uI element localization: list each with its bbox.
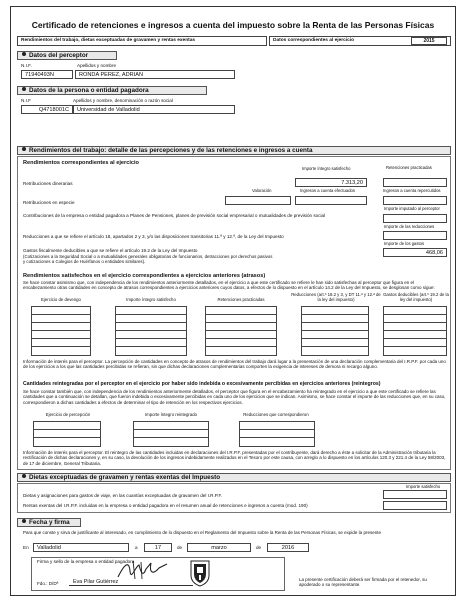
reintegros-table-col3 — [239, 421, 315, 447]
gastos-note: (Cotizaciones a la Seguridad Social o a mutualidades generales obligatorias de funcionarios, detracciones por derechos pasivos y cotizaciones a Colegios de Huérfanos o entidades similares). — [23, 254, 273, 265]
bullet-icon — [22, 519, 26, 523]
para-reintegros: Se hace constar también que, con independencia de los rendimientos anteriormente detallados, el perceptor que figura en el encabezamiento ha reintegrado en el ejercicio a que este certificado se refiere las cantidades que a continuación se detallan, que fueron indebida o excesivamente percibidas en cada uno de los ejercicios que se indican. Asimismo, se hace constar el importe de las reducciones que, en su caso, correspondieron a dichas cantidades a efectos de determinar el tipo de retención en los respectivos ejercicios. — [23, 389, 446, 405]
row-contribuciones: Contribuciones de la empresa o entidad pagadora a Planes de Pensiones, planes de previsión social empresarial o mutualidades de previsión social — [23, 213, 326, 218]
section-dietas: Dietas exceptuadas de gravamen y rentas exentas del Impuesto — [17, 473, 451, 482]
rei-col-reducciones: Reducciones que correspondieron — [243, 412, 309, 417]
importe-dinerarias-field: 7.313,20 — [295, 178, 367, 187]
sub-reintegros: Cantidades reintegradas por el perceptor en el ejercicio por haber sido indebida o excesivamente percibidas en ejercicios anteriores (reintegros) — [23, 381, 381, 387]
atrasos-table-col4 — [301, 306, 369, 356]
atrasos-table-col5 — [383, 306, 447, 356]
de2-label: de — [256, 545, 262, 550]
section-pagador: Datos de la persona o entidad pagadora — [17, 86, 207, 95]
atrasos-table-col2 — [115, 306, 187, 356]
year-field: 2015 — [411, 37, 447, 45]
imputado-field — [383, 214, 447, 223]
ingresos-efectuados-field — [295, 196, 367, 205]
atr-col-importe: Importe íntegro satisfecho — [126, 297, 176, 302]
pagador-nif-field: Q4718001C — [21, 105, 73, 114]
atr-col-reducciones: Reducciones (art.º 18.2 y 3, y DT 11.ª y 12.ª de la ley del impuesto) — [291, 292, 381, 302]
perceptor-name-field: RONDA PEREZ, ADRIAN — [75, 70, 235, 79]
dietas-field2 — [383, 501, 447, 510]
col-ingresos-efectuados: Ingresos a cuenta efectuados — [300, 188, 355, 193]
atrasos-table-col3 — [205, 306, 277, 356]
dietas-field1 — [383, 490, 447, 499]
bullet-icon — [22, 474, 26, 478]
col-reducciones: Importe de las reducciones — [384, 224, 435, 229]
info-atrasos: Información de interés para el perceptor. La percepción de cantidades en concepto de atrasos de rendimientos del trabajo dará lugar a la presentación de una declaración complementaria del I.R.P.F. por cada uno de los ejercicios a los que las cantidades percibidas se refieran, sin que dichas declaraciones complementarias comporten la exigencia de intereses de demora ni recargo alguno. — [23, 359, 446, 370]
city-field: Valladolid — [33, 543, 129, 552]
year-date-field: 2016 — [267, 543, 309, 552]
row-reducciones: Reducciones a que se refiere el artículo 18, apartados 2 y 3, y/o las disposiciones transitorias 11.ª y 12.ª, de la Ley del Impuesto — [23, 234, 284, 239]
perceptor-name-label: Apellidos y nombre — [77, 63, 117, 68]
section-fecha: Fecha y firma — [17, 518, 81, 527]
header-concept-box: Rendimientos del trabajo, dietas exceptuadas de gravamen y rentas exentas — [17, 36, 267, 46]
ingresos-repercutidos-field — [383, 196, 447, 205]
section-rendimientos: Rendimientos del trabajo: detalle de las percepciones y de las retenciones e ingresos a cuenta — [17, 146, 451, 155]
gastos-field: 468,06 — [383, 248, 447, 257]
fdo-label: Fdo.: D/Dª — [37, 581, 59, 586]
firma-nota: La presente certificación deberá ser firmada por el retenedor, su apoderado o su representante. — [299, 577, 427, 588]
sub-atrasos: Rendimientos satisfechos en el ejercicio correspondientes a ejercicios anteriores (atrasos) — [23, 273, 266, 279]
rei-col-importe: Importe íntegro reintegrado — [144, 412, 198, 417]
perceptor-nif-label: N.I.F. — [21, 63, 32, 68]
info-reintegros: Información de interés para el perceptor. El reintegro de las cantidades incluidas en declaraciones del I.R.P.F. presentadas por el contribuyente, dará derecho a éste a solicitar de la Administración tributaria la rectificación de dichas declaraciones y, en su caso, la devolución de los ingresos indebidamente realizados en el Tesoro por este causa, con arreglo a lo dispuesto en los artículos 120.3 y 221.4 de la Ley 58/2003, de 17 de diciembre, General Tributaria. — [23, 450, 446, 466]
reintegros-table-col1 — [33, 421, 101, 447]
year-label: Datos correspondientes al ejercicio — [273, 38, 355, 43]
perceptor-nif-field: 71940493N — [21, 70, 73, 79]
sub-ejercicio: Rendimientos correspondientes al ejercicio — [23, 160, 139, 166]
de1-label: de — [177, 545, 183, 550]
dietas-row1: Dietas y asignaciones para gastos de viaje, en las cuantías exceptuadas de gravamen del I.R.P.F. — [23, 493, 223, 498]
rei-col-ejercicio: Ejercicio de percepción — [45, 412, 91, 417]
row-especie: Retribuciones en especie — [23, 200, 75, 205]
firma-label: Firma y sello de la empresa o entidad pagadora — [37, 559, 135, 564]
certificate-page — [10, 6, 456, 596]
retenciones-dinerarias-field — [383, 178, 447, 187]
signer-name: Eva Pilar Gutiérrez — [69, 579, 193, 586]
col-gastos: Importe de los gastos — [384, 241, 425, 246]
day-field: 17 — [144, 543, 172, 552]
reducciones-field — [383, 231, 447, 240]
col-valoracion: Valoración — [252, 188, 272, 193]
valoracion-field — [225, 196, 291, 205]
bullet-icon — [22, 52, 26, 56]
atr-col-gastos: Gastos deducibles (art.º 19.2 de la ley del impuesto) — [383, 292, 449, 302]
col-imputado: Importe imputado al perceptor — [384, 206, 440, 211]
col-ingresos-repercutidos: Ingresos a cuenta repercutidos — [383, 188, 441, 193]
atrasos-table-col1 — [31, 306, 91, 356]
page-title: Certificado de retenciones e ingresos a cuenta del impuesto sobre la Renta de las Personas Físicas — [31, 20, 435, 30]
col-importe-integro: Importe íntegro satisfecho — [302, 166, 351, 171]
reintegros-table-col2 — [133, 421, 209, 447]
bullet-icon — [22, 87, 26, 91]
pagador-nif-label: N.I.F — [21, 98, 31, 103]
fecha-intro: Para que conste y sirva de justificante al interesado, en cumplimiento de lo dispuesto en el Reglamento del Impuesto sobre la Renta de las Personas Físicas, se expide la presente — [23, 530, 381, 535]
col-retenciones: Retenciones practicadas — [386, 165, 432, 170]
month-field: marzo — [187, 543, 251, 552]
atr-col-ejercicio: Ejercicio de devengo — [41, 297, 81, 302]
a-label: a — [135, 545, 138, 550]
pagador-name-field: Universidad de Valladolid — [73, 105, 235, 114]
col-importe-satisfecho: Importe satisfecho — [406, 484, 441, 489]
bullet-icon — [22, 147, 26, 151]
section-perceptor: Datos del perceptor — [17, 51, 117, 60]
row-dinerarias: Retribuciones dinerarias — [23, 181, 73, 186]
dietas-row2: Rentas exentas del I.R.P.F. incluidas en la empresa o entidad pagadora en el resumen anual de retenciones e ingresos a cuenta (mod. 190) — [23, 503, 308, 508]
pagador-name-label: Apellidos y nombre, denominación o razón social — [73, 98, 173, 103]
para-atrasos: Se hace constar asimismo que, con independencia de los rendimientos anteriormente detallados, en el ejercicio a que este certificado se refiere le han sido satisfechas al perceptor que figura en el encabezamiento otras cantidades en concepto de atrasos correspondientes a ejercicios anteriores cuyos datos, a efectos de lo dispuesto en el artículo 14.2 de la Ley del Impuesto, se desglosan como sigue: — [23, 280, 435, 291]
atr-col-retenciones: Retenciones practicadas — [217, 297, 265, 302]
row-gastos: Gastos fiscalmente deducibles a que se refiere el artículo 19.2 de la Ley del Impuesto — [23, 248, 198, 253]
en-label: En — [23, 545, 29, 550]
